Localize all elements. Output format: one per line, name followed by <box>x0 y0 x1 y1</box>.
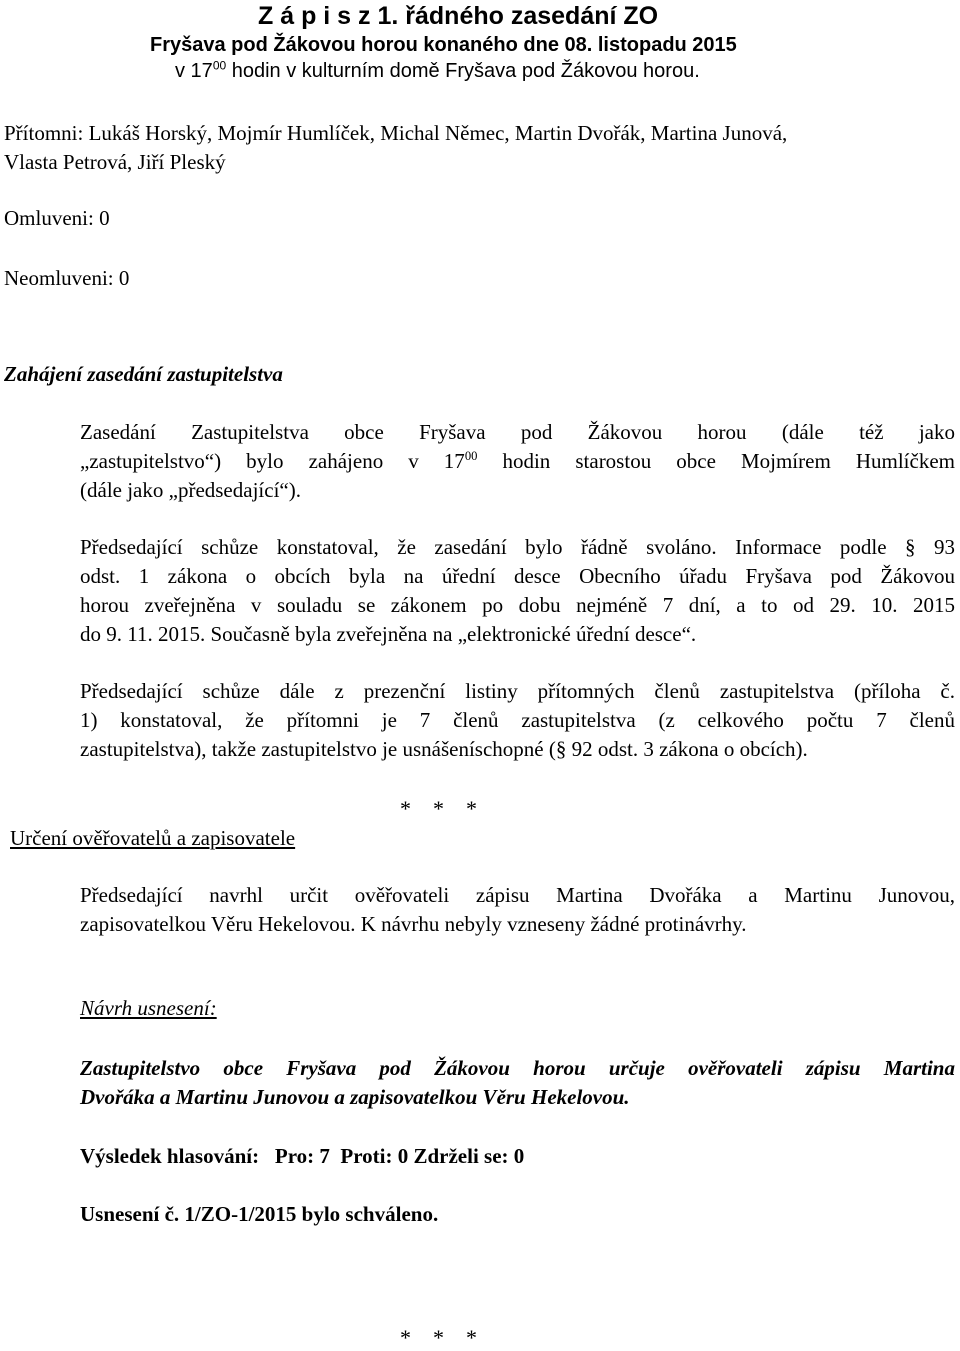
opening-paragraph1-line1: Zasedání Zastupitelstva obce Fryšava pod Žákovou horou (dále též jako <box>80 420 955 444</box>
section-separator-bottom: * * * <box>400 1325 477 1350</box>
present-members-line1: Přítomni: Lukáš Horský, Mojmír Humlíček, Michal Němec, Martin Dvořák, Martina Junová, <box>4 121 788 145</box>
opening-paragraph1-line3: (dále jako „předsedající“). <box>80 478 301 502</box>
section-separator: * * * <box>400 796 477 821</box>
opening-paragraph3-line1: Předsedající schůze dále z prezenční listiny přítomných členů zastupitelstva (příloha č. <box>80 679 955 703</box>
document-title: Z á p i s z 1. řádného zasedání ZO <box>258 2 659 30</box>
unexcused-count: Neomluveni: 0 <box>4 266 130 290</box>
opening-paragraph3-line3: zastupitelstva), takže zastupitelstvo je usnášeníschopné (§ 92 odst. 3 zákona o obcích). <box>80 737 808 761</box>
proposal-heading: Návrh usnesení: <box>80 996 217 1020</box>
opening-heading: Zahájení zasedání zastupitelstva <box>4 362 283 386</box>
meeting-place-date: Fryšava pod Žákovou horou konaného dne 08. listopadu 2015 <box>150 34 737 56</box>
present-members-line2: Vlasta Petrová, Jiří Pleský <box>4 150 226 174</box>
opening-paragraph2-line1: Předsedající schůze konstatoval, že zasedání bylo řádně svoláno. Informace podle § 93 <box>80 535 955 559</box>
time-minutes: 00 <box>212 58 227 73</box>
opening-paragraph2-line4: do 9. 11. 2015. Současně byla zveřejněna na „elektronické úřední desce“. <box>80 622 697 646</box>
time-hour: v 17 <box>175 60 213 82</box>
verifiers-heading: Určení ověřovatelů a zapisovatele <box>10 826 296 850</box>
vote-result: Výsledek hlasování: Pro: 7 Proti: 0 Zdrželi se: 0 <box>80 1144 525 1168</box>
location-text: hodin v kulturním domě Fryšava pod Žákovou horou. <box>226 60 700 82</box>
opening-paragraph1-line2 <box>80 447 955 477</box>
opening-paragraph3-line2: 1) konstatoval, že přítomni je 7 členů zastupitelstva (z celkového počtu 7 členů <box>80 708 955 732</box>
resolution-line2: Dvořáka a Martinu Junovou a zapisovatelkou Věru Hekelovou. <box>80 1085 630 1109</box>
verifiers-paragraph-line2: zapisovatelkou Věru Hekelovou. K návrhu nebyly vzneseny žádné protinávrhy. <box>80 912 747 936</box>
resolution-line1: Zastupitelstvo obce Fryšava pod Žákovou horou určuje ověřovateli zápisu Martina <box>80 1056 955 1080</box>
opening-paragraph2-line3: horou zveřejněna v souladu se zákonem po dobu nejméně 7 dní, a to od 29. 10. 2015 <box>80 593 955 617</box>
meeting-time-location <box>175 60 700 83</box>
resolution-approved: Usnesení č. 1/ZO-1/2015 bylo schváleno. <box>80 1202 439 1226</box>
start-time-minutes: 00 <box>464 449 478 463</box>
opening-paragraph2-line2: odst. 1 zákona o obcích byla na úřední desce Obecního úřadu Fryšava pod Žákovou <box>80 564 955 588</box>
chair-text: hodin starostou obce Mojmírem Humlíčkem <box>477 449 955 473</box>
verifiers-paragraph-line1: Předsedající navrhl určit ověřovateli zápisu Martina Dvořáka a Martinu Junovou, <box>80 883 955 907</box>
start-time-text: „zastupitelstvo“) bylo zahájeno v 17 <box>80 449 465 473</box>
excused-count: Omluveni: 0 <box>4 206 110 230</box>
